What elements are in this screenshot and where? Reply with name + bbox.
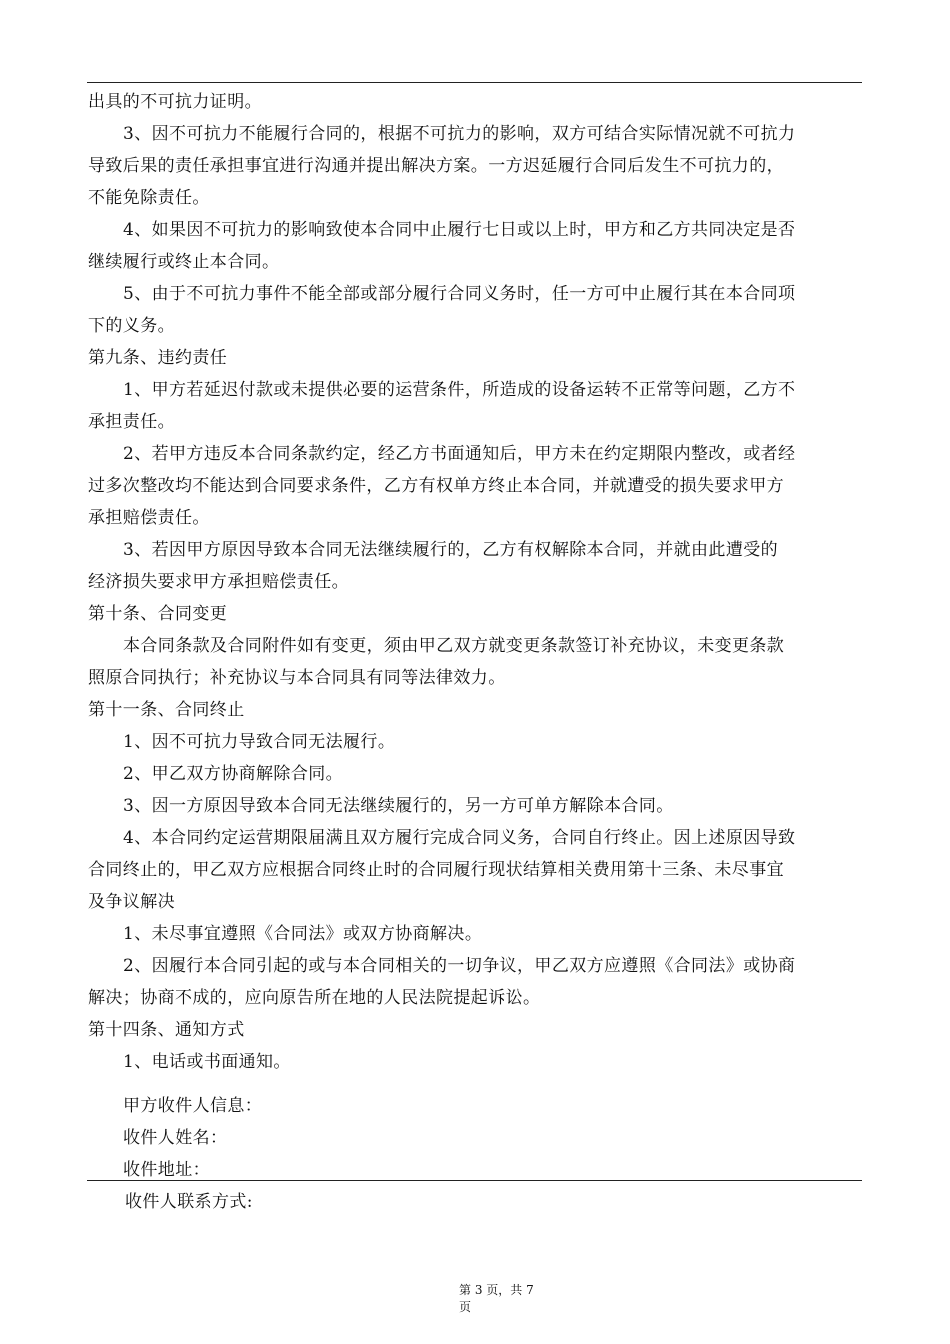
text-line: 解决；协商不成的，应向原告所在地的人民法院提起诉讼。 (88, 988, 541, 1008)
text-line: 5、由于不可抗力事件不能全部或部分履行合同义务时，任一方可中止履行其在本合同项 (123, 284, 796, 304)
section-heading: 第十一条、合同终止 (88, 700, 245, 720)
text-line: 经济损失要求甲方承担赔偿责任。 (88, 572, 349, 592)
text-line: 承担赔偿责任。 (88, 508, 210, 528)
text-line: 不能免除责任。 (88, 188, 210, 208)
recipient-name-label: 收件人姓名： (123, 1128, 228, 1148)
text-line: 照原合同执行；补充协议与本合同具有同等法律效力。 (88, 668, 506, 688)
footer-rule (87, 1180, 862, 1181)
text-line: 4、本合同约定运营期限届满且双方履行完成合同义务，合同自行终止。因上述原因导致 (123, 828, 796, 848)
text-line: 出具的不可抗力证明。 (88, 92, 262, 112)
recipient-contact-label: 收件人联系方式: (125, 1192, 253, 1212)
text-line: 承担责任。 (88, 412, 175, 432)
text-line: 本合同条款及合同附件如有变更，须由甲乙双方就变更条款签订补充协议，未变更条款 (123, 636, 785, 656)
text-line: 及争议解决 (88, 892, 175, 912)
page-number-suffix: 页 (459, 1300, 472, 1314)
text-line: 1、因不可抗力导致合同无法履行。 (123, 732, 396, 752)
text-line: 继续履行或终止本合同。 (88, 252, 280, 272)
text-line: 3、因一方原因导致本合同无法继续履行的，另一方可单方解除本合同。 (123, 796, 674, 816)
text-line: 4、如果因不可抗力的影响致使本合同中止履行七日或以上时，甲方和乙方共同决定是否 (123, 220, 796, 240)
section-heading: 第十四条、通知方式 (88, 1020, 245, 1040)
text-line: 下的义务。 (88, 316, 175, 336)
text-line: 3、若因甲方原因导致本合同无法继续履行的，乙方有权解除本合同，并就由此遭受的 (123, 540, 779, 560)
text-line: 1、未尽事宜遵照《合同法》或双方协商解决。 (123, 924, 483, 944)
recipient-address-label: 收件地址： (123, 1160, 210, 1180)
section-heading: 第九条、违约责任 (88, 348, 228, 368)
page-number: 第 3 页，共 7 (459, 1283, 534, 1297)
text-line: 2、若甲方违反本合同条款约定，经乙方书面通知后，甲方未在约定期限内整改，或者经 (123, 444, 796, 464)
text-line: 2、甲乙双方协商解除合同。 (123, 764, 344, 784)
text-line: 合同终止的，甲乙双方应根据合同终止时的合同履行现状结算相关费用第十三条、未尽事宜 (88, 860, 784, 880)
text-line: 导致后果的责任承担事宜进行沟通并提出解决方案。一方迟延履行合同后发生不可抗力的， (88, 156, 784, 176)
text-line: 1、甲方若延迟付款或未提供必要的运营条件，所造成的设备运转不正常等问题，乙方不 (123, 380, 796, 400)
header-rule (87, 82, 862, 83)
text-line: 3、因不可抗力不能履行合同的，根据不可抗力的影响，双方可结合实际情况就不可抗力 (123, 124, 796, 144)
recipient-info-label: 甲方收件人信息： (123, 1096, 263, 1116)
section-heading: 第十条、合同变更 (88, 604, 228, 624)
text-line: 2、因履行本合同引起的或与本合同相关的一切争议，甲乙双方应遵照《合同法》或协商 (123, 956, 796, 976)
text-line: 过多次整改均不能达到合同要求条件，乙方有权单方终止本合同，并就遭受的损失要求甲方 (88, 476, 784, 496)
text-line: 1、电话或书面通知。 (123, 1052, 291, 1072)
